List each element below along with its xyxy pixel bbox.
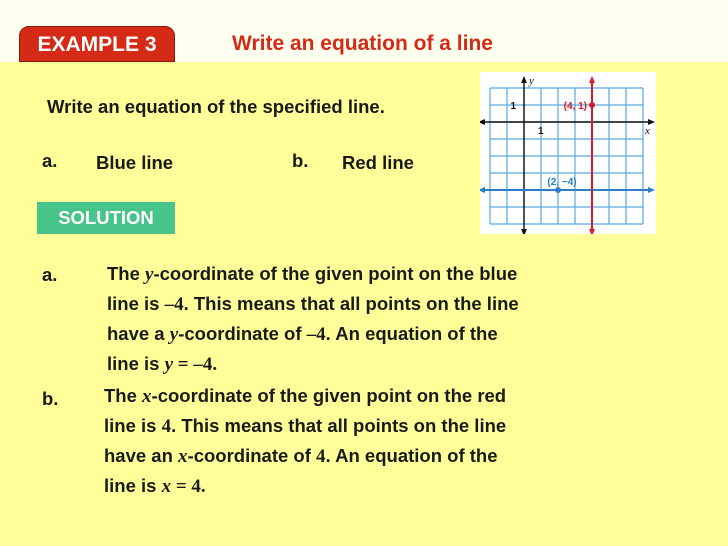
- red-line-arrow-down: [589, 229, 595, 234]
- blue-line-arrow-left: [480, 187, 485, 193]
- blue-point-label: (2, −4): [547, 177, 577, 188]
- example-badge: EXAMPLE 3: [19, 26, 175, 62]
- part-a-letter: a.: [42, 150, 58, 171]
- solution-b-line-1: The x-coordinate of the given point on the red: [104, 385, 507, 407]
- part-a-name: Blue line: [96, 152, 174, 173]
- solution-a-line-1: The y-coordinate of the given point on the blue: [107, 263, 518, 285]
- y-axis-arrow-down: [521, 229, 527, 234]
- solution-b-line-2: line is 4. This means that all points on the line: [104, 415, 507, 437]
- solution-a-paragraph: [107, 259, 519, 379]
- part-b-letter: b.: [292, 150, 309, 171]
- coordinate-graph: [480, 72, 656, 234]
- red-point-label: (4, 1): [563, 101, 587, 112]
- blue-line-arrow-right: [648, 187, 655, 193]
- solution-b-line-3: have an x-coordinate of 4. An equation of the: [104, 445, 498, 467]
- solution-a-line-2: line is –4. This means that all points on the line: [107, 293, 519, 315]
- y-axis-label: y: [529, 75, 534, 87]
- red-point: [589, 102, 595, 108]
- x-axis-label: x: [645, 125, 650, 137]
- x-tick-label: 1: [538, 126, 544, 137]
- solution-label: SOLUTION: [37, 202, 175, 234]
- solution-a-line-3: have a y-coordinate of –4. An equation of the: [107, 323, 498, 345]
- part-b-name: Red line: [342, 152, 414, 173]
- slide-title: Write an equation of a line: [232, 32, 493, 55]
- solution-a-line-4: line is y = –4.: [107, 353, 218, 375]
- solution-a-letter: a.: [42, 264, 58, 285]
- solution-b-letter: b.: [42, 388, 59, 409]
- red-line-arrow-up: [589, 76, 595, 83]
- x-axis-arrow-left: [480, 119, 485, 125]
- graph-svg: [480, 72, 656, 234]
- y-tick-label: 1: [510, 101, 516, 112]
- solution-b-paragraph: [104, 381, 506, 501]
- y-axis-arrow-up: [521, 76, 527, 83]
- solution-b-line-4: line is x = 4.: [104, 475, 206, 497]
- intro-text: Write an equation of the specified line.: [47, 96, 385, 117]
